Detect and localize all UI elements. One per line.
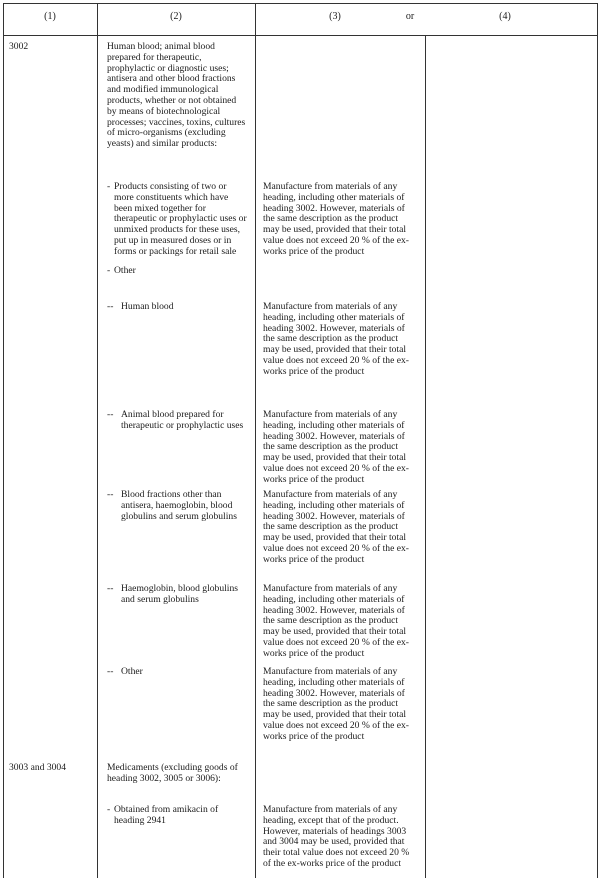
table-right-border	[597, 3, 598, 878]
origin-rule: Manufacture from materials of any heading, including other materials of heading 3002. However, materials of the same description as the product may be used, provided that their total value does not exceed 20 % of the ex- works price of the product	[263, 666, 409, 742]
header-or: or	[405, 11, 415, 22]
origin-rule: Manufacture from materials of any heading, including other materials of heading 3002. However, materials of the same description as the product may be used, provided that their total value does not exceed 20 % of the ex- works price of the product	[263, 181, 409, 257]
header-col2: (2)	[170, 11, 182, 22]
col3-divider	[425, 35, 426, 878]
description: Obtained from amikacin of heading 2941	[114, 804, 219, 826]
description: Medicaments (excluding goods of heading 3002, 3005 or 3006):	[107, 762, 238, 784]
dash-marker: -	[107, 265, 111, 276]
dash-marker: -	[107, 181, 111, 192]
dash-marker: --	[107, 301, 114, 312]
description: Human blood	[121, 301, 174, 312]
table-top-border	[3, 3, 598, 4]
description: Other	[121, 666, 143, 677]
description: Animal blood prepared for therapeutic or prophylactic uses	[121, 409, 244, 431]
heading-code: 3003 and 3004	[9, 762, 67, 773]
description: Other	[114, 265, 136, 276]
origin-rule: Manufacture from materials of any heading, including other materials of heading 3002. However, materials of the same description as the product may be used, provided that their total value does not exceed 20 % of the ex- works price of the product	[263, 409, 409, 485]
origin-rule: Manufacture from materials of any heading, including other materials of heading 3002. However, materials of the same description as the product may be used, provided that their total value does not exceed 20 % of the ex- works price of the product	[263, 489, 409, 565]
col1-divider	[97, 3, 98, 878]
col2-divider	[255, 3, 256, 878]
header-bottom-border	[3, 35, 598, 36]
dash-marker: --	[107, 409, 114, 420]
header-col1: (1)	[44, 11, 56, 22]
dash-marker: -	[107, 804, 111, 815]
description: Human blood; animal blood prepared for therapeutic, prophylactic or diagnostic uses; antisera and other blood fractions and modified immunological products, whether or not obtained by means of biotechnological processes; vaccines, toxins, cultures of micro-organisms (excluding yeasts) and similar products:	[107, 41, 246, 150]
header-col3: (3)	[329, 11, 341, 22]
table-left-border	[3, 3, 4, 878]
heading-code: 3002	[9, 41, 29, 52]
dash-marker: --	[107, 489, 114, 500]
header-col4: (4)	[499, 11, 511, 22]
description: Blood fractions other than antisera, haemoglobin, blood globulins and serum globulins	[121, 489, 237, 522]
origin-rule: Manufacture from materials of any heading, except that of the product. However, materials of headings 3003 and 3004 may be used, provided that their total value does not exceed 20 % of the ex-works price of the product	[263, 804, 410, 869]
dash-marker: --	[107, 583, 114, 594]
description: Products consisting of two or more constituents which have been mixed together for therapeutic or prophylactic uses or unmixed products for these uses, put up in measured doses or in forms or packings for retail sale	[114, 181, 247, 257]
origin-rule: Manufacture from materials of any heading, including other materials of heading 3002. However, materials of the same description as the product may be used, provided that their total value does not exceed 20 % of the ex- works price of the product	[263, 583, 409, 659]
dash-marker: --	[107, 666, 114, 677]
origin-rule: Manufacture from materials of any heading, including other materials of heading 3002. However, materials of the same description as the product may be used, provided that their total value does not exceed 20 % of the ex- works price of the product	[263, 301, 409, 377]
description: Haemoglobin, blood globulins and serum globulins	[121, 583, 238, 605]
